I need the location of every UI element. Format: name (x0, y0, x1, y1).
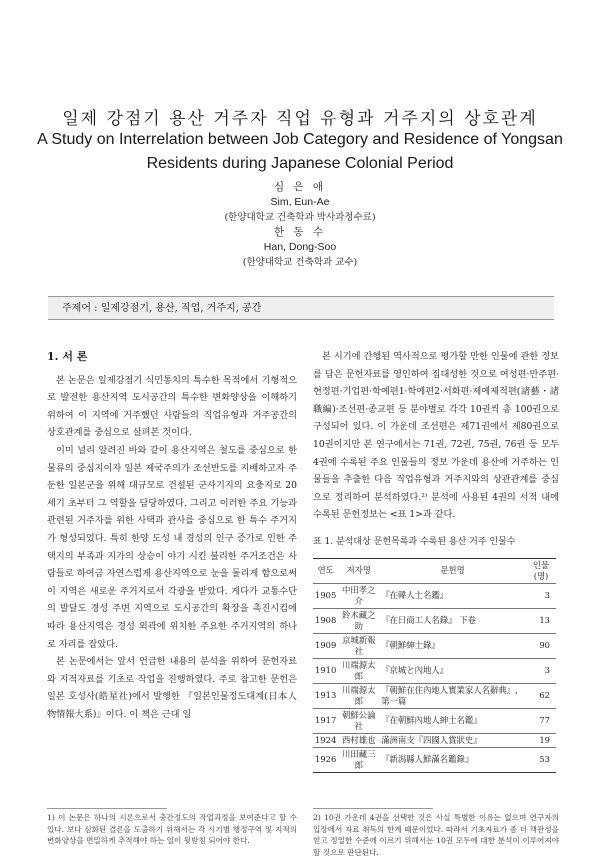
table-cell: 川田藏三郎 (338, 747, 379, 772)
table-cell: 『在朝鮮內地人紳士名鑑』 (379, 708, 526, 733)
table-cell: 1913 (313, 683, 338, 708)
footnote-rule-left (47, 808, 167, 809)
table-cell: 1909 (313, 633, 338, 658)
table-cell: 『新潟縣人鮮滿名鑑錄』 (379, 747, 526, 772)
table-cell: 『朝鮮紳士錄』 (379, 633, 526, 658)
author-1-name-en: Sim, Eun-Ae (270, 196, 330, 208)
left-column (47, 348, 297, 723)
table-cell: 中田孝之介 (338, 583, 379, 608)
right-column (313, 348, 559, 773)
title-en-line-1: A Study on Interrelation between Job Category and Residence of Yongsan (37, 131, 563, 148)
author-1-name-ko: 심 은 애 (273, 181, 327, 193)
table-cell: 『京城と內地人』 (379, 658, 526, 683)
table-cell: 1924 (313, 733, 338, 747)
table-row (313, 658, 556, 683)
table-row (313, 733, 556, 747)
author-2-name-en: Han, Dong-Soo (263, 241, 337, 253)
table-cell: 『在韓人士名鑑』 (379, 583, 526, 608)
table-row (313, 633, 556, 658)
author-2-name-ko: 한 동 수 (273, 226, 327, 238)
table-header-title: 문헌명 (379, 558, 526, 583)
footnote-1: 1) 이 논문은 하나의 시론으로서 충간정도의 작업과정을 보여준다고 할 수 있다. 보다 심화된 결론을 도출하기 위해서는 각 시기별 행정구역 및 지적의 변화양상을 면밀하게 추적해야 하는 일이 뒷받침 되어야 한다. (47, 813, 297, 845)
table-cell: 川端源太郎 (338, 658, 379, 683)
keywords-box: 주제어 : 일제강점기, 용산, 직업, 거주지, 공간 (48, 296, 554, 320)
body-paragraph: 본 논문은 일제강점기 식민통치의 특수한 목적에서 기형적으로 발전한 용산지역 도시공간의 특수한 변화양상을 이해하기 위하여 이 지역에 거주했던 사람들의 직업유형과 거주공간의 상호관계를 중심으로 살펴본 것이다. (47, 374, 297, 439)
table-caption: 표 1. 분석대상 문헌목록과 수록된 용산 거주 인물수 (313, 536, 516, 547)
data-table (313, 558, 556, 773)
table-cell: 1905 (313, 583, 338, 608)
title-en-line-2: Residents during Japanese Colonial Period (146, 155, 454, 172)
table-header-count: 인물(명) (526, 558, 556, 583)
table-cell: 1910 (313, 658, 338, 683)
author-block (0, 180, 600, 270)
table-cell: 19 (526, 733, 556, 747)
footnote-2: 2) 10권 가운데 4권을 선택한 것은 사실 특별한 이유는 없으며 연구자의 입장에서 자료 취득의 한계 때문이었다. 따라서 기초자료가 좀 더 객관성을 얻고 정밀한 수준에 이르기 위해서는 10권 모두에 대한 분석이 이루어져야 할 것으로 판단된다. (313, 813, 559, 857)
body-paragraph: 본 논문에서는 앞서 언급한 내용의 분석을 위하여 문헌자료와 지적자료를 기초로 작업을 진행하였다. 주로 참고한 문헌은 일본 호성사(皓星社)에서 발행한 『일본인물정도대계(日本人物情報大系)』이다. 이 책은 근대 일 (47, 656, 297, 720)
paper-title-english (30, 128, 570, 176)
table-row (313, 608, 556, 633)
table-cell: 1917 (313, 708, 338, 733)
section-heading: 1. 서 론 (47, 350, 88, 363)
table-header-year: 연도 (313, 558, 338, 583)
table-cell: 川端源太郎 (338, 683, 379, 708)
table-cell: 90 (526, 633, 556, 658)
table-cell: 3 (526, 583, 556, 608)
table-cell: 『在日商工人名錄』 下卷 (379, 608, 526, 633)
table-cell: 『朝鮮在住內地人實業家人名辭典』, 第一篇 (379, 683, 526, 708)
table-cell: 鈴木藏之助 (338, 608, 379, 633)
table-cell: 1926 (313, 747, 338, 772)
table-row (313, 708, 556, 733)
table-header-row (313, 558, 556, 583)
body-paragraph: 본 시기에 간행된 역사적으로 평가할 만한 인물에 관한 정보를 담은 문헌자료를 영인하여 집대성한 것으로 여성편·만주편·현정편·기업편·학예편1·학예편2·서화편·제예제적편(諸藝・諸職編)·조선편·종교편 등 분야별로 각각 10권씩 총 100권으로 구성되어 있다. 이 가운데 조선편은 제71권에서 제80권으로 10권이지만 본 연구에서는 71권, 72권, 75권, 76권 등 모두 4권에 수록된 주요 인물들의 정보 가운데 용산에 거주하는 인물들을 추출한 다음 직업유형과 거주지와의 상관관계를 중심으로 정리하여 분석하였다.²⁾ 분석에 사용된 4권의 서적 내에 수록된 문헌정보는 <표 1>과 같다. (313, 351, 559, 521)
table-cell: 53 (526, 747, 556, 772)
author-2-affiliation: (한양대학교 건축학과 교수) (242, 257, 358, 268)
table-cell: 13 (526, 608, 556, 633)
table-header-author: 저자명 (338, 558, 379, 583)
author-1-affiliation: (한양대학교 건축학과 박사과정수료) (224, 212, 376, 223)
table-cell: 滿洲南支『四國人賞狀史』 (379, 733, 526, 747)
paper-title-korean: 일제 강점기 용산 거주자 직업 유형과 거주지의 상호관계 (62, 109, 538, 129)
table-cell: 1908 (313, 608, 338, 633)
table-row (313, 683, 556, 708)
table-cell: 77 (526, 708, 556, 733)
table-row (313, 747, 556, 772)
table-cell: 西村雄也 (338, 733, 379, 747)
table-cell: 朝鮮公論社 (338, 708, 379, 733)
body-paragraph: 이미 널리 알려진 바와 같이 용산지역은 철도를 중심으로 한 물류의 중심지이자 일본 제국주의가 조선반도를 지배하고자 주둔한 일본군을 위해 대규모로 건설된 군사기지의 요충지로 20세기 초부터 그 역할을 담당하였다. 그리고 이러한 주요 기능과 관련된 거주자를 위한 사택과 관사를 중심으로 한 특수 주거지가 형성되었다. 특히 한양 도성 내 경성의 인구 증가로 인한 주택지의 부족과 지가의 상승이 야기 시킨 불리한 주거조건은 사람들로 하여금 자연스럽게 용산지역으로 눈을 돌리게 함으로써 이 지역은 새로운 주거지로서 각광을 받았다. 게다가 교통수단의 발달도 경성 주변 지역으로 도시공간의 확장을 촉진시킴에 따라 용산지역은 경성 외곽에 위치한 주요한 주거지역의 하나로 자리를 잡았다. (47, 444, 297, 650)
table-cell: 62 (526, 683, 556, 708)
footnote-rule-right (313, 808, 433, 809)
table-cell: 3 (526, 658, 556, 683)
table-row (313, 583, 556, 608)
table-cell: 京城新報社 (338, 633, 379, 658)
